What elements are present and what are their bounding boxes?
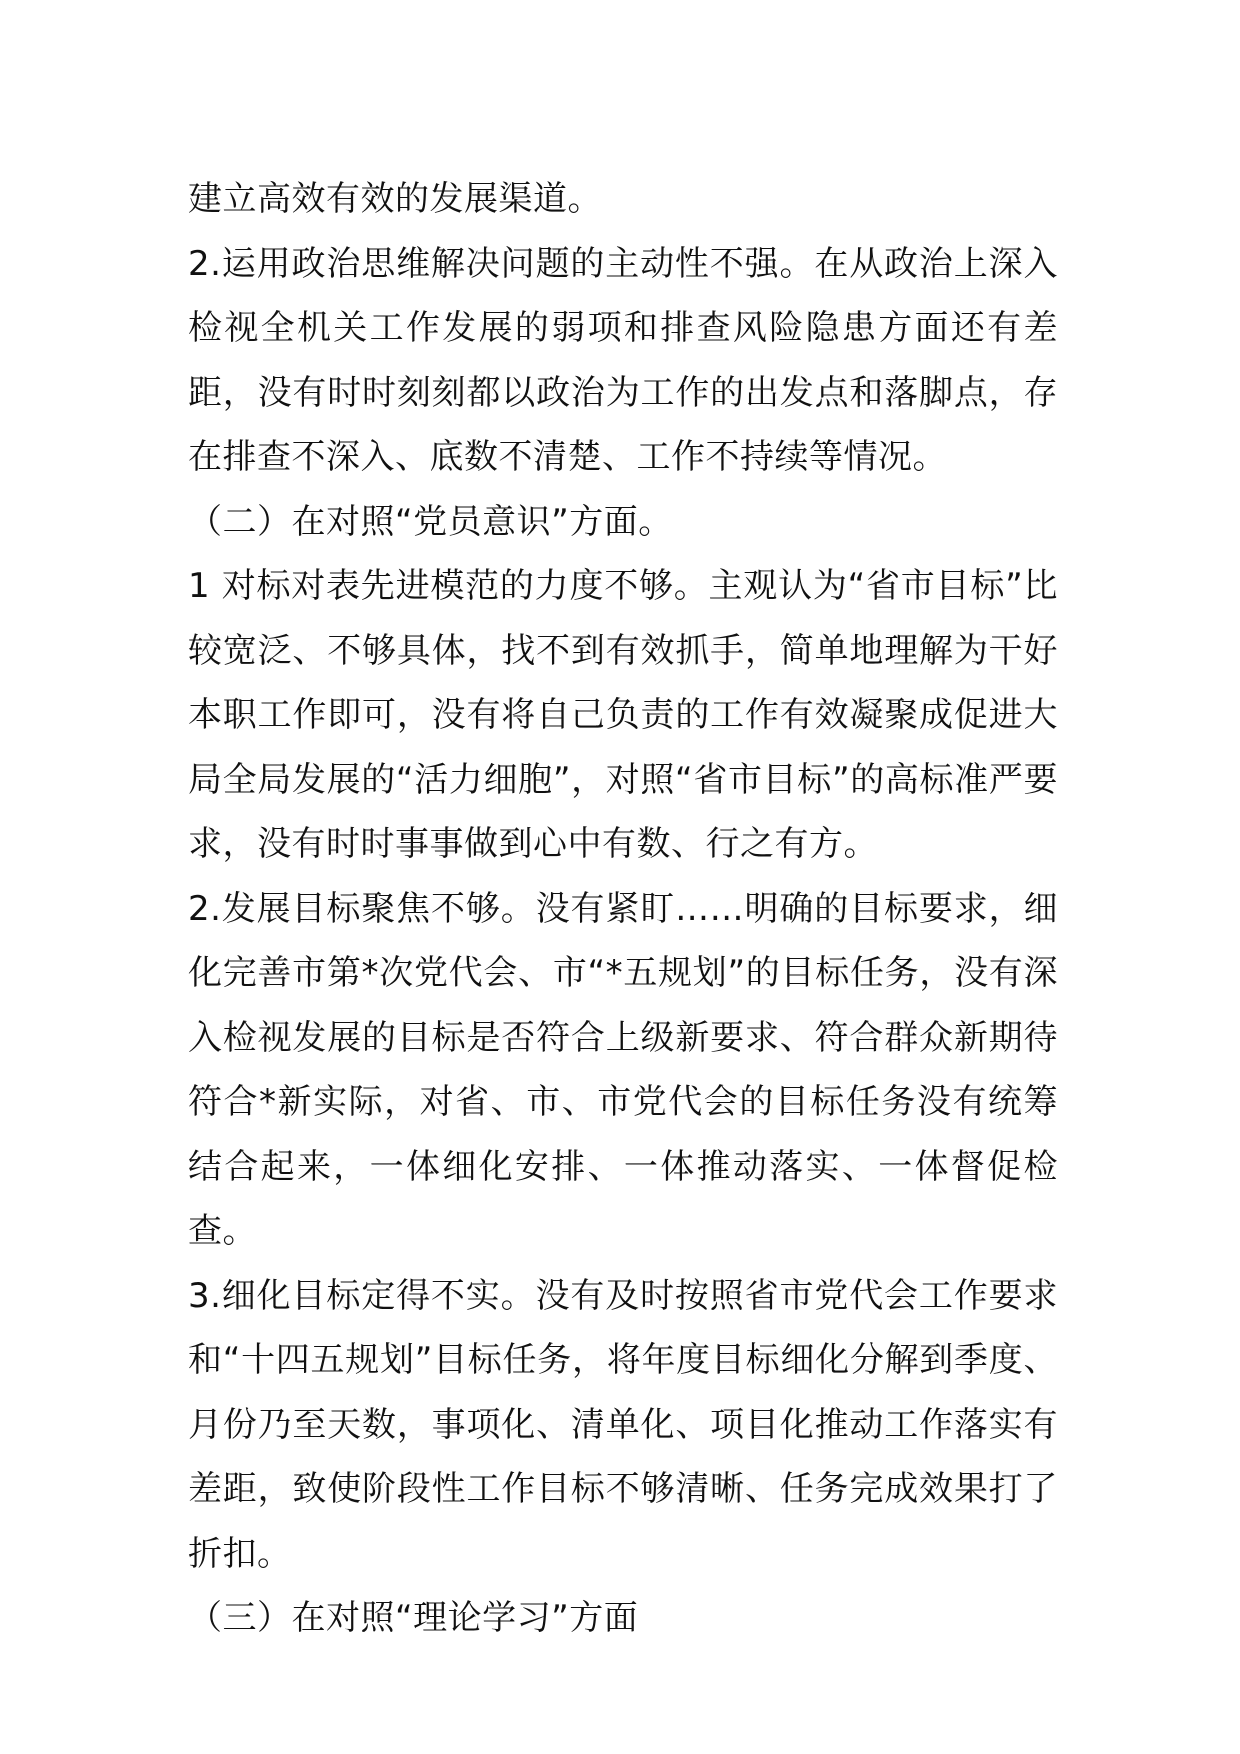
section-heading-theory-study: （三）在对照“理论学习”方面 — [188, 1598, 639, 1638]
section-heading-party-member-awareness: （二）在对照“党员意识”方面。 — [188, 501, 673, 542]
paragraph-continuation: 建立高效有效的发展渠道。 — [188, 179, 602, 219]
document-body — [188, 167, 1058, 1651]
paragraph-item-2-development-goals: 2.发展目标聚焦不够。没有紧盯……明确的目标要求，细化完善市第*次党代会、市“*五规划”的目标任务，没有深入检视发展的目标是否符合上级新要求、符合群众新期待符合*新实际，对省、市、市党代会的目标任务没有统筹结合起来，一体细化安排、一体推动落实、一体督促检查。 — [188, 888, 1058, 1251]
paragraph-item-3-refined-goals: 3.细化目标定得不实。没有及时按照省市党代会工作要求和“十四五规划”目标任务，将年度目标细化分解到季度、月份乃至天数，事项化、清单化、项目化推动工作落实有差距，致使阶段性工作目标不够清晰、任务完成效果打了折扣。 — [188, 1275, 1058, 1574]
paragraph-item-1-benchmarking: 1 对标对表先进模范的力度不够。主观认为“省市目标”比较宽泛、不够具体，找不到有效抓手，简单地理解为干好本职工作即可，没有将自己负责的工作有效凝聚成促进大局全局发展的“活力细胞”，对照“省市目标”的高标准严要求，没有时时事事做到心中有数、行之有方。 — [188, 566, 1058, 864]
paragraph-item-2-political-thinking: 2.运用政治思维解决问题的主动性不强。在从政治上深入检视全机关工作发展的弱项和排查风险隐患方面还有差距，没有时时刻刻都以政治为工作的出发点和落脚点，存在排查不深入、底数不清楚、工作不持续等情况。 — [188, 243, 1058, 477]
